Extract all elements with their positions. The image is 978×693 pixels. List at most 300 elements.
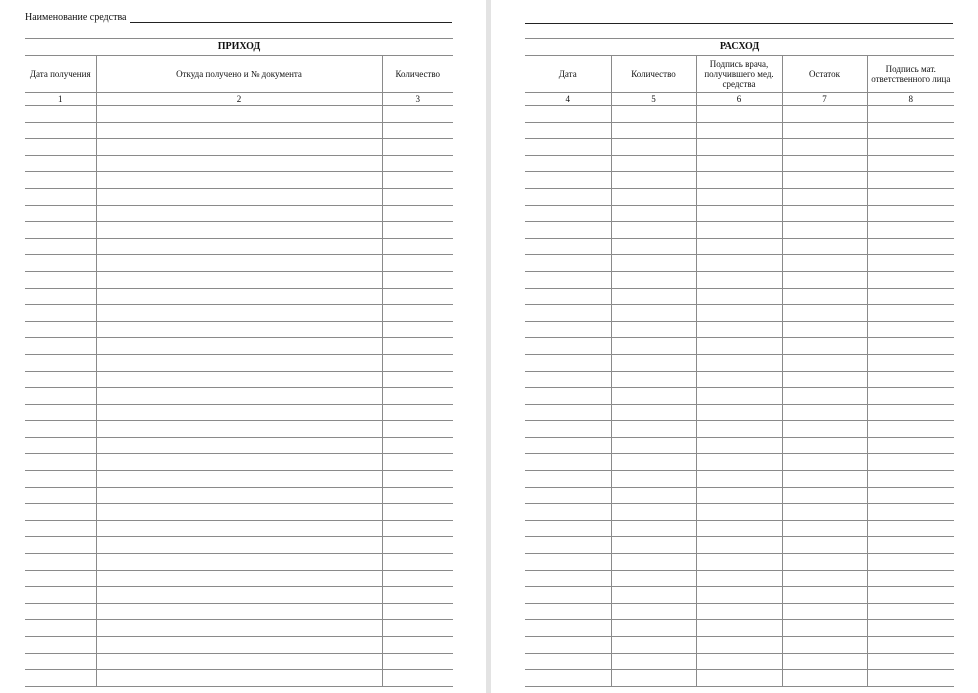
table-cell[interactable] <box>525 338 611 355</box>
table-row <box>25 305 453 322</box>
table-row <box>25 222 453 239</box>
table-cell[interactable] <box>782 670 867 687</box>
table-cell[interactable] <box>611 388 696 405</box>
table-cell[interactable] <box>867 188 954 205</box>
table-cell[interactable] <box>382 321 453 338</box>
table-cell[interactable] <box>525 653 611 670</box>
table-cell[interactable] <box>867 637 954 654</box>
table-cell[interactable] <box>696 670 782 687</box>
table-cell[interactable] <box>525 487 611 504</box>
table-cell[interactable] <box>525 620 611 637</box>
table-cell[interactable] <box>696 487 782 504</box>
table-cell[interactable] <box>782 222 867 239</box>
table-cell[interactable] <box>696 404 782 421</box>
table-cell[interactable] <box>525 471 611 488</box>
table-cell[interactable] <box>25 620 96 637</box>
table-cell[interactable] <box>25 354 96 371</box>
table-cell[interactable] <box>696 255 782 272</box>
table-cell[interactable] <box>611 255 696 272</box>
table-cell[interactable] <box>696 570 782 587</box>
table-cell[interactable] <box>525 354 611 371</box>
table-cell[interactable] <box>867 271 954 288</box>
table-cell[interactable] <box>25 305 96 322</box>
table-cell[interactable] <box>96 122 382 139</box>
table-cell[interactable] <box>382 122 453 139</box>
receipt-table-body <box>25 106 453 687</box>
table-cell[interactable] <box>611 205 696 222</box>
table-cell[interactable] <box>782 271 867 288</box>
table-cell[interactable] <box>782 404 867 421</box>
table-cell[interactable] <box>525 371 611 388</box>
table-cell[interactable] <box>96 404 382 421</box>
table-cell[interactable] <box>525 122 611 139</box>
table-cell[interactable] <box>96 570 382 587</box>
table-cell[interactable] <box>696 520 782 537</box>
table-cell[interactable] <box>782 338 867 355</box>
table-cell[interactable] <box>867 437 954 454</box>
table-cell[interactable] <box>525 404 611 421</box>
table-cell[interactable] <box>96 603 382 620</box>
table-cell[interactable] <box>382 520 453 537</box>
table-cell[interactable] <box>382 106 453 123</box>
table-cell[interactable] <box>867 537 954 554</box>
table-cell[interactable] <box>96 338 382 355</box>
table-cell[interactable] <box>696 271 782 288</box>
table-cell[interactable] <box>867 471 954 488</box>
table-cell[interactable] <box>25 570 96 587</box>
table-cell[interactable] <box>25 487 96 504</box>
table-cell[interactable] <box>382 305 453 322</box>
table-cell[interactable] <box>96 238 382 255</box>
table-cell[interactable] <box>782 637 867 654</box>
table-cell[interactable] <box>696 305 782 322</box>
table-cell[interactable] <box>382 421 453 438</box>
table-cell[interactable] <box>696 106 782 123</box>
table-cell[interactable] <box>867 122 954 139</box>
table-cell[interactable] <box>525 139 611 156</box>
table-row <box>25 172 453 189</box>
table-cell[interactable] <box>782 437 867 454</box>
table-cell[interactable] <box>96 155 382 172</box>
table-cell[interactable] <box>25 388 96 405</box>
table-cell[interactable] <box>525 205 611 222</box>
table-cell[interactable] <box>611 238 696 255</box>
table-cell[interactable] <box>867 354 954 371</box>
table-cell[interactable] <box>867 106 954 123</box>
table-cell[interactable] <box>525 587 611 604</box>
table-cell[interactable] <box>611 637 696 654</box>
table-cell[interactable] <box>525 271 611 288</box>
table-cell[interactable] <box>782 371 867 388</box>
table-cell[interactable] <box>782 354 867 371</box>
table-cell[interactable] <box>867 421 954 438</box>
table-cell[interactable] <box>25 421 96 438</box>
table-cell[interactable] <box>867 172 954 189</box>
table-cell[interactable] <box>382 238 453 255</box>
table-cell[interactable] <box>96 537 382 554</box>
table-cell[interactable] <box>525 603 611 620</box>
column-header-receipt-quantity: Количество <box>382 56 453 93</box>
item-name-field[interactable] <box>130 12 452 23</box>
table-cell[interactable] <box>96 587 382 604</box>
table-cell[interactable] <box>25 537 96 554</box>
table-cell[interactable] <box>611 437 696 454</box>
table-cell[interactable] <box>96 139 382 156</box>
table-cell[interactable] <box>867 570 954 587</box>
table-cell[interactable] <box>611 587 696 604</box>
table-cell[interactable] <box>25 139 96 156</box>
table-cell[interactable] <box>611 421 696 438</box>
table-cell[interactable] <box>782 587 867 604</box>
table-cell[interactable] <box>525 321 611 338</box>
table-cell[interactable] <box>611 155 696 172</box>
column-header-balance: Остаток <box>782 56 867 93</box>
table-cell[interactable] <box>696 321 782 338</box>
table-cell[interactable] <box>382 454 453 471</box>
table-cell[interactable] <box>867 520 954 537</box>
table-cell[interactable] <box>782 238 867 255</box>
table-cell[interactable] <box>525 106 611 123</box>
table-cell[interactable] <box>782 487 867 504</box>
table-cell[interactable] <box>782 504 867 521</box>
table-cell[interactable] <box>96 437 382 454</box>
table-cell[interactable] <box>96 620 382 637</box>
table-cell[interactable] <box>525 454 611 471</box>
table-cell[interactable] <box>382 222 453 239</box>
table-cell[interactable] <box>382 437 453 454</box>
table-cell[interactable] <box>696 653 782 670</box>
table-cell[interactable] <box>525 520 611 537</box>
table-cell[interactable] <box>382 354 453 371</box>
table-cell[interactable] <box>382 620 453 637</box>
table-cell[interactable] <box>867 238 954 255</box>
table-cell[interactable] <box>382 172 453 189</box>
table-cell[interactable] <box>696 504 782 521</box>
table-cell[interactable] <box>382 570 453 587</box>
table-cell[interactable] <box>611 305 696 322</box>
table-cell[interactable] <box>25 288 96 305</box>
table-cell[interactable] <box>96 371 382 388</box>
table-cell[interactable] <box>96 487 382 504</box>
table-cell[interactable] <box>782 421 867 438</box>
table-cell[interactable] <box>25 122 96 139</box>
table-cell[interactable] <box>696 637 782 654</box>
table-cell[interactable] <box>611 122 696 139</box>
table-cell[interactable] <box>25 404 96 421</box>
table-cell[interactable] <box>867 620 954 637</box>
table-cell[interactable] <box>867 653 954 670</box>
table-cell[interactable] <box>611 354 696 371</box>
table-cell[interactable] <box>96 255 382 272</box>
table-cell[interactable] <box>25 554 96 571</box>
table-cell[interactable] <box>96 172 382 189</box>
table-cell[interactable] <box>382 554 453 571</box>
table-cell[interactable] <box>525 504 611 521</box>
table-cell[interactable] <box>696 222 782 239</box>
table-cell[interactable] <box>611 570 696 587</box>
table-cell[interactable] <box>96 106 382 123</box>
table-cell[interactable] <box>696 139 782 156</box>
table-cell[interactable] <box>696 537 782 554</box>
table-cell[interactable] <box>611 271 696 288</box>
table-cell[interactable] <box>696 122 782 139</box>
table-cell[interactable] <box>611 471 696 488</box>
table-cell[interactable] <box>25 587 96 604</box>
table-cell[interactable] <box>382 188 453 205</box>
table-cell[interactable] <box>382 471 453 488</box>
table-cell[interactable] <box>96 205 382 222</box>
table-cell[interactable] <box>525 172 611 189</box>
table-cell[interactable] <box>96 504 382 521</box>
table-cell[interactable] <box>867 255 954 272</box>
table-cell[interactable] <box>611 537 696 554</box>
table-cell[interactable] <box>382 670 453 687</box>
table-cell[interactable] <box>96 471 382 488</box>
table-cell[interactable] <box>782 172 867 189</box>
table-cell[interactable] <box>525 570 611 587</box>
table-cell[interactable] <box>25 338 96 355</box>
expenditure-table-body <box>525 106 954 687</box>
table-cell[interactable] <box>611 504 696 521</box>
table-cell[interactable] <box>382 155 453 172</box>
table-row <box>525 205 954 222</box>
table-cell[interactable] <box>782 388 867 405</box>
table-cell[interactable] <box>611 653 696 670</box>
table-cell[interactable] <box>782 554 867 571</box>
table-cell[interactable] <box>382 271 453 288</box>
table-cell[interactable] <box>611 222 696 239</box>
table-cell[interactable] <box>867 222 954 239</box>
table-cell[interactable] <box>382 288 453 305</box>
table-cell[interactable] <box>611 338 696 355</box>
table-cell[interactable] <box>382 338 453 355</box>
table-cell[interactable] <box>25 172 96 189</box>
table-cell[interactable] <box>867 487 954 504</box>
table-cell[interactable] <box>611 139 696 156</box>
table-cell[interactable] <box>382 255 453 272</box>
table-cell[interactable] <box>96 421 382 438</box>
table-cell[interactable] <box>782 255 867 272</box>
table-cell[interactable] <box>25 255 96 272</box>
table-cell[interactable] <box>382 653 453 670</box>
table-cell[interactable] <box>782 537 867 554</box>
table-cell[interactable] <box>782 321 867 338</box>
item-name-continuation-field[interactable] <box>525 23 953 24</box>
table-cell[interactable] <box>382 205 453 222</box>
table-cell[interactable] <box>96 288 382 305</box>
table-cell[interactable] <box>525 305 611 322</box>
table-cell[interactable] <box>696 388 782 405</box>
table-cell[interactable] <box>696 338 782 355</box>
table-row <box>525 670 954 687</box>
table-row <box>525 172 954 189</box>
table-cell[interactable] <box>782 122 867 139</box>
table-cell[interactable] <box>611 670 696 687</box>
table-cell[interactable] <box>696 554 782 571</box>
table-cell[interactable] <box>782 471 867 488</box>
table-row <box>25 404 453 421</box>
table-row <box>25 421 453 438</box>
table-cell[interactable] <box>25 321 96 338</box>
table-cell[interactable] <box>96 670 382 687</box>
table-cell[interactable] <box>782 106 867 123</box>
table-cell[interactable] <box>696 471 782 488</box>
table-cell[interactable] <box>525 637 611 654</box>
table-cell[interactable] <box>611 487 696 504</box>
table-cell[interactable] <box>525 255 611 272</box>
table-cell[interactable] <box>782 570 867 587</box>
table-cell[interactable] <box>782 603 867 620</box>
table-cell[interactable] <box>782 205 867 222</box>
table-row <box>25 637 453 654</box>
table-cell[interactable] <box>525 670 611 687</box>
table-cell[interactable] <box>382 637 453 654</box>
table-cell[interactable] <box>25 188 96 205</box>
table-cell[interactable] <box>782 653 867 670</box>
table-cell[interactable] <box>25 222 96 239</box>
table-cell[interactable] <box>867 338 954 355</box>
table-cell[interactable] <box>96 554 382 571</box>
table-cell[interactable] <box>611 371 696 388</box>
table-cell[interactable] <box>696 354 782 371</box>
table-cell[interactable] <box>611 288 696 305</box>
table-cell[interactable] <box>96 520 382 537</box>
table-cell[interactable] <box>696 620 782 637</box>
table-cell[interactable] <box>611 554 696 571</box>
table-cell[interactable] <box>696 421 782 438</box>
table-cell[interactable] <box>96 305 382 322</box>
table-cell[interactable] <box>782 155 867 172</box>
table-cell[interactable] <box>25 155 96 172</box>
table-cell[interactable] <box>96 271 382 288</box>
table-cell[interactable] <box>382 371 453 388</box>
table-cell[interactable] <box>382 487 453 504</box>
table-cell[interactable] <box>782 188 867 205</box>
table-cell[interactable] <box>525 288 611 305</box>
column-header-receipt-date: Дата получения <box>25 56 96 93</box>
table-cell[interactable] <box>25 454 96 471</box>
table-cell[interactable] <box>696 371 782 388</box>
table-cell[interactable] <box>782 620 867 637</box>
table-cell[interactable] <box>25 106 96 123</box>
item-name-label: Наименование средства <box>25 12 127 23</box>
table-cell[interactable] <box>96 222 382 239</box>
table-cell[interactable] <box>611 520 696 537</box>
table-cell[interactable] <box>525 222 611 239</box>
table-cell[interactable] <box>25 653 96 670</box>
table-row <box>25 620 453 637</box>
table-cell[interactable] <box>96 354 382 371</box>
table-cell[interactable] <box>867 139 954 156</box>
table-cell[interactable] <box>25 504 96 521</box>
table-cell[interactable] <box>96 188 382 205</box>
table-cell[interactable] <box>382 587 453 604</box>
table-cell[interactable] <box>782 454 867 471</box>
table-cell[interactable] <box>525 437 611 454</box>
table-cell[interactable] <box>25 670 96 687</box>
table-cell[interactable] <box>867 454 954 471</box>
table-cell[interactable] <box>611 172 696 189</box>
table-cell[interactable] <box>382 139 453 156</box>
table-cell[interactable] <box>525 537 611 554</box>
table-cell[interactable] <box>696 205 782 222</box>
table-cell[interactable] <box>696 587 782 604</box>
table-cell[interactable] <box>611 603 696 620</box>
table-cell[interactable] <box>25 205 96 222</box>
table-cell[interactable] <box>525 238 611 255</box>
table-cell[interactable] <box>867 388 954 405</box>
table-cell[interactable] <box>867 305 954 322</box>
table-cell[interactable] <box>867 155 954 172</box>
table-cell[interactable] <box>382 404 453 421</box>
table-cell[interactable] <box>867 288 954 305</box>
table-cell[interactable] <box>25 637 96 654</box>
table-cell[interactable] <box>525 554 611 571</box>
table-cell[interactable] <box>867 371 954 388</box>
table-cell[interactable] <box>25 271 96 288</box>
table-row <box>525 188 954 205</box>
table-cell[interactable] <box>25 371 96 388</box>
table-cell[interactable] <box>25 520 96 537</box>
table-cell[interactable] <box>525 421 611 438</box>
table-cell[interactable] <box>382 504 453 521</box>
table-cell[interactable] <box>696 172 782 189</box>
table-cell[interactable] <box>96 321 382 338</box>
table-cell[interactable] <box>696 155 782 172</box>
table-cell[interactable] <box>611 188 696 205</box>
table-cell[interactable] <box>867 603 954 620</box>
table-cell[interactable] <box>525 388 611 405</box>
column-number: 3 <box>382 93 453 106</box>
table-cell[interactable] <box>25 471 96 488</box>
table-cell[interactable] <box>867 321 954 338</box>
table-cell[interactable] <box>867 205 954 222</box>
table-cell[interactable] <box>382 603 453 620</box>
table-cell[interactable] <box>867 504 954 521</box>
table-cell[interactable] <box>611 454 696 471</box>
table-cell[interactable] <box>782 139 867 156</box>
table-cell[interactable] <box>611 620 696 637</box>
table-cell[interactable] <box>96 388 382 405</box>
table-cell[interactable] <box>696 437 782 454</box>
table-cell[interactable] <box>782 305 867 322</box>
table-cell[interactable] <box>696 238 782 255</box>
table-cell[interactable] <box>25 238 96 255</box>
table-cell[interactable] <box>525 155 611 172</box>
table-cell[interactable] <box>382 388 453 405</box>
table-cell[interactable] <box>611 404 696 421</box>
table-cell[interactable] <box>867 404 954 421</box>
table-cell[interactable] <box>611 321 696 338</box>
table-cell[interactable] <box>25 603 96 620</box>
table-cell[interactable] <box>96 653 382 670</box>
table-cell[interactable] <box>867 587 954 604</box>
table-cell[interactable] <box>696 603 782 620</box>
table-cell[interactable] <box>611 106 696 123</box>
table-cell[interactable] <box>696 188 782 205</box>
table-cell[interactable] <box>96 454 382 471</box>
table-cell[interactable] <box>782 520 867 537</box>
table-cell[interactable] <box>25 437 96 454</box>
table-cell[interactable] <box>382 537 453 554</box>
table-cell[interactable] <box>867 670 954 687</box>
table-cell[interactable] <box>696 288 782 305</box>
table-cell[interactable] <box>96 637 382 654</box>
table-cell[interactable] <box>525 188 611 205</box>
table-cell[interactable] <box>782 288 867 305</box>
table-cell[interactable] <box>867 554 954 571</box>
table-cell[interactable] <box>696 454 782 471</box>
